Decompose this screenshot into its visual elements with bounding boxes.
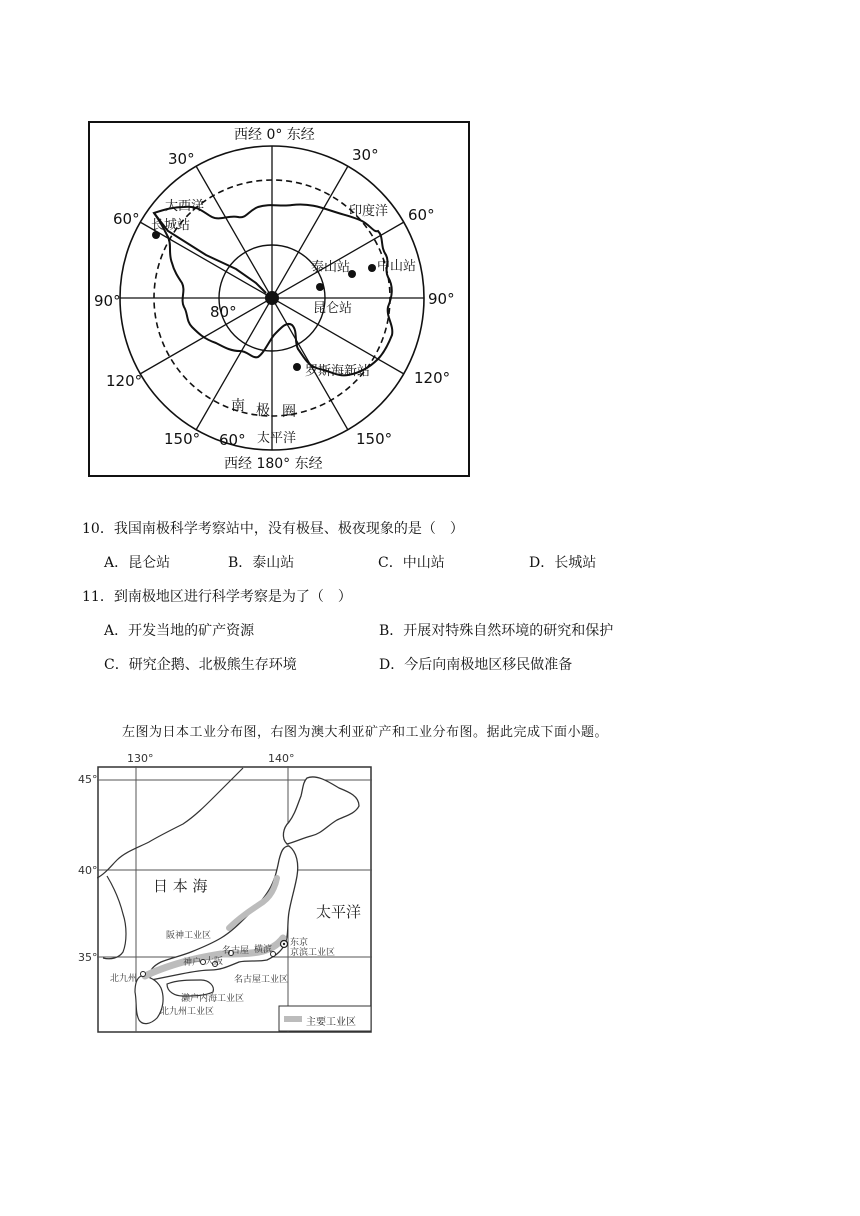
label-yokohama: 横滨: [254, 945, 273, 955]
top-meridian-label: 西经 0° 东经: [234, 127, 315, 143]
label-station-kunlun: 昆仑站: [313, 301, 353, 316]
label-keihin: 京滨工业区: [290, 948, 336, 958]
label-nagoya: 名古屋: [222, 946, 250, 956]
q11-option-b[interactable]: B．开展对特殊自然环境的研究和保护: [379, 623, 614, 639]
label-lon-130: 130°: [127, 752, 154, 765]
label-pacific-ocean: 太平洋: [316, 903, 362, 921]
lon-label-e90: 90°: [428, 290, 455, 308]
label-lat-45: 45°: [78, 773, 98, 786]
lon-label-w150: 150°: [164, 430, 201, 448]
label-lat-35: 35°: [78, 951, 98, 964]
antarctica-map: [88, 121, 470, 477]
q11-option-d[interactable]: D．今后向南极地区移民做准备: [379, 657, 573, 673]
lon-label-e30: 30°: [352, 146, 379, 164]
station-dot-luosihai: [293, 363, 301, 371]
label-tokyo: 东京: [290, 938, 309, 948]
label-nagoya-zone: 名古屋工业区: [234, 975, 289, 985]
question-10-stem: 10．我国南极科学考察站中，没有极昼、极夜现象的是（ ）: [82, 521, 464, 537]
label-antarctic-circle-2: 极: [256, 403, 270, 419]
bottom-meridian-label: 西经 180° 东经: [224, 456, 323, 472]
q10-option-a[interactable]: A．昆仑站: [104, 555, 171, 571]
label-osaka: 大阪: [205, 957, 224, 967]
label-lon-140: 140°: [268, 752, 295, 765]
label-station-changcheng: 长城站: [151, 218, 191, 233]
label-pacific: 太平洋: [257, 431, 297, 446]
q10-option-d[interactable]: D．长城站: [529, 555, 597, 571]
label-station-zhongshan: 中山站: [377, 259, 417, 274]
lon-label-w30: 30°: [168, 150, 195, 168]
label-atlantic: 大西洋: [165, 199, 205, 214]
station-dot-taishan: [316, 283, 324, 291]
lon-label-e120: 120°: [414, 369, 451, 387]
q10-option-c[interactable]: C．中山站: [378, 555, 445, 571]
label-hanshin: 阪神工业区: [166, 931, 212, 941]
label-lat-40: 40°: [78, 864, 98, 877]
lon-label-w60: 60°: [113, 210, 140, 228]
label-setouchi: 濑户内海工业区: [181, 994, 245, 1004]
lon-label-w120: 120°: [106, 372, 143, 390]
label-kitakyushu-zone: 北九州工业区: [160, 1007, 215, 1017]
q11-option-c[interactable]: C．研究企鹅、北极熊生存环境: [104, 657, 297, 673]
lon-label-e150: 150°: [356, 430, 393, 448]
q10-option-b[interactable]: B．泰山站: [228, 555, 295, 571]
lon-label-e60: 60°: [408, 206, 435, 224]
legend-label: 主要工业区: [306, 1017, 356, 1028]
section-intro: 左图为日本工业分布图，右图为澳大利亚矿产和工业分布图。据此完成下面小题。: [122, 725, 609, 740]
label-antarctic-circle-3: 圈: [282, 404, 296, 420]
label-station-taishan: 泰山站: [311, 260, 351, 275]
label-kobe: 神户: [183, 958, 202, 968]
south-pole-dot: [265, 291, 279, 305]
label-indian-ocean: 印度洋: [349, 204, 389, 219]
label-sea-of-japan: 日 本 海: [153, 877, 208, 895]
label-antarctic-circle-1: 南: [231, 398, 245, 414]
lat-label-80: 80°: [210, 303, 237, 321]
lon-label-w90: 90°: [94, 292, 121, 310]
label-station-luosihai: 罗斯海新站: [305, 364, 371, 379]
question-11-stem: 11．到南极地区进行科学考察是为了（ ）: [82, 589, 352, 605]
city-dot-kitakyushu: [141, 972, 146, 977]
legend-swatch: [284, 1016, 302, 1022]
station-dot-zhongshan: [368, 264, 376, 272]
lat-label-60: 60°: [219, 431, 246, 449]
q11-option-a[interactable]: A．开发当地的矿产资源: [104, 623, 255, 639]
label-kitakyushu: 北九州: [110, 974, 138, 984]
